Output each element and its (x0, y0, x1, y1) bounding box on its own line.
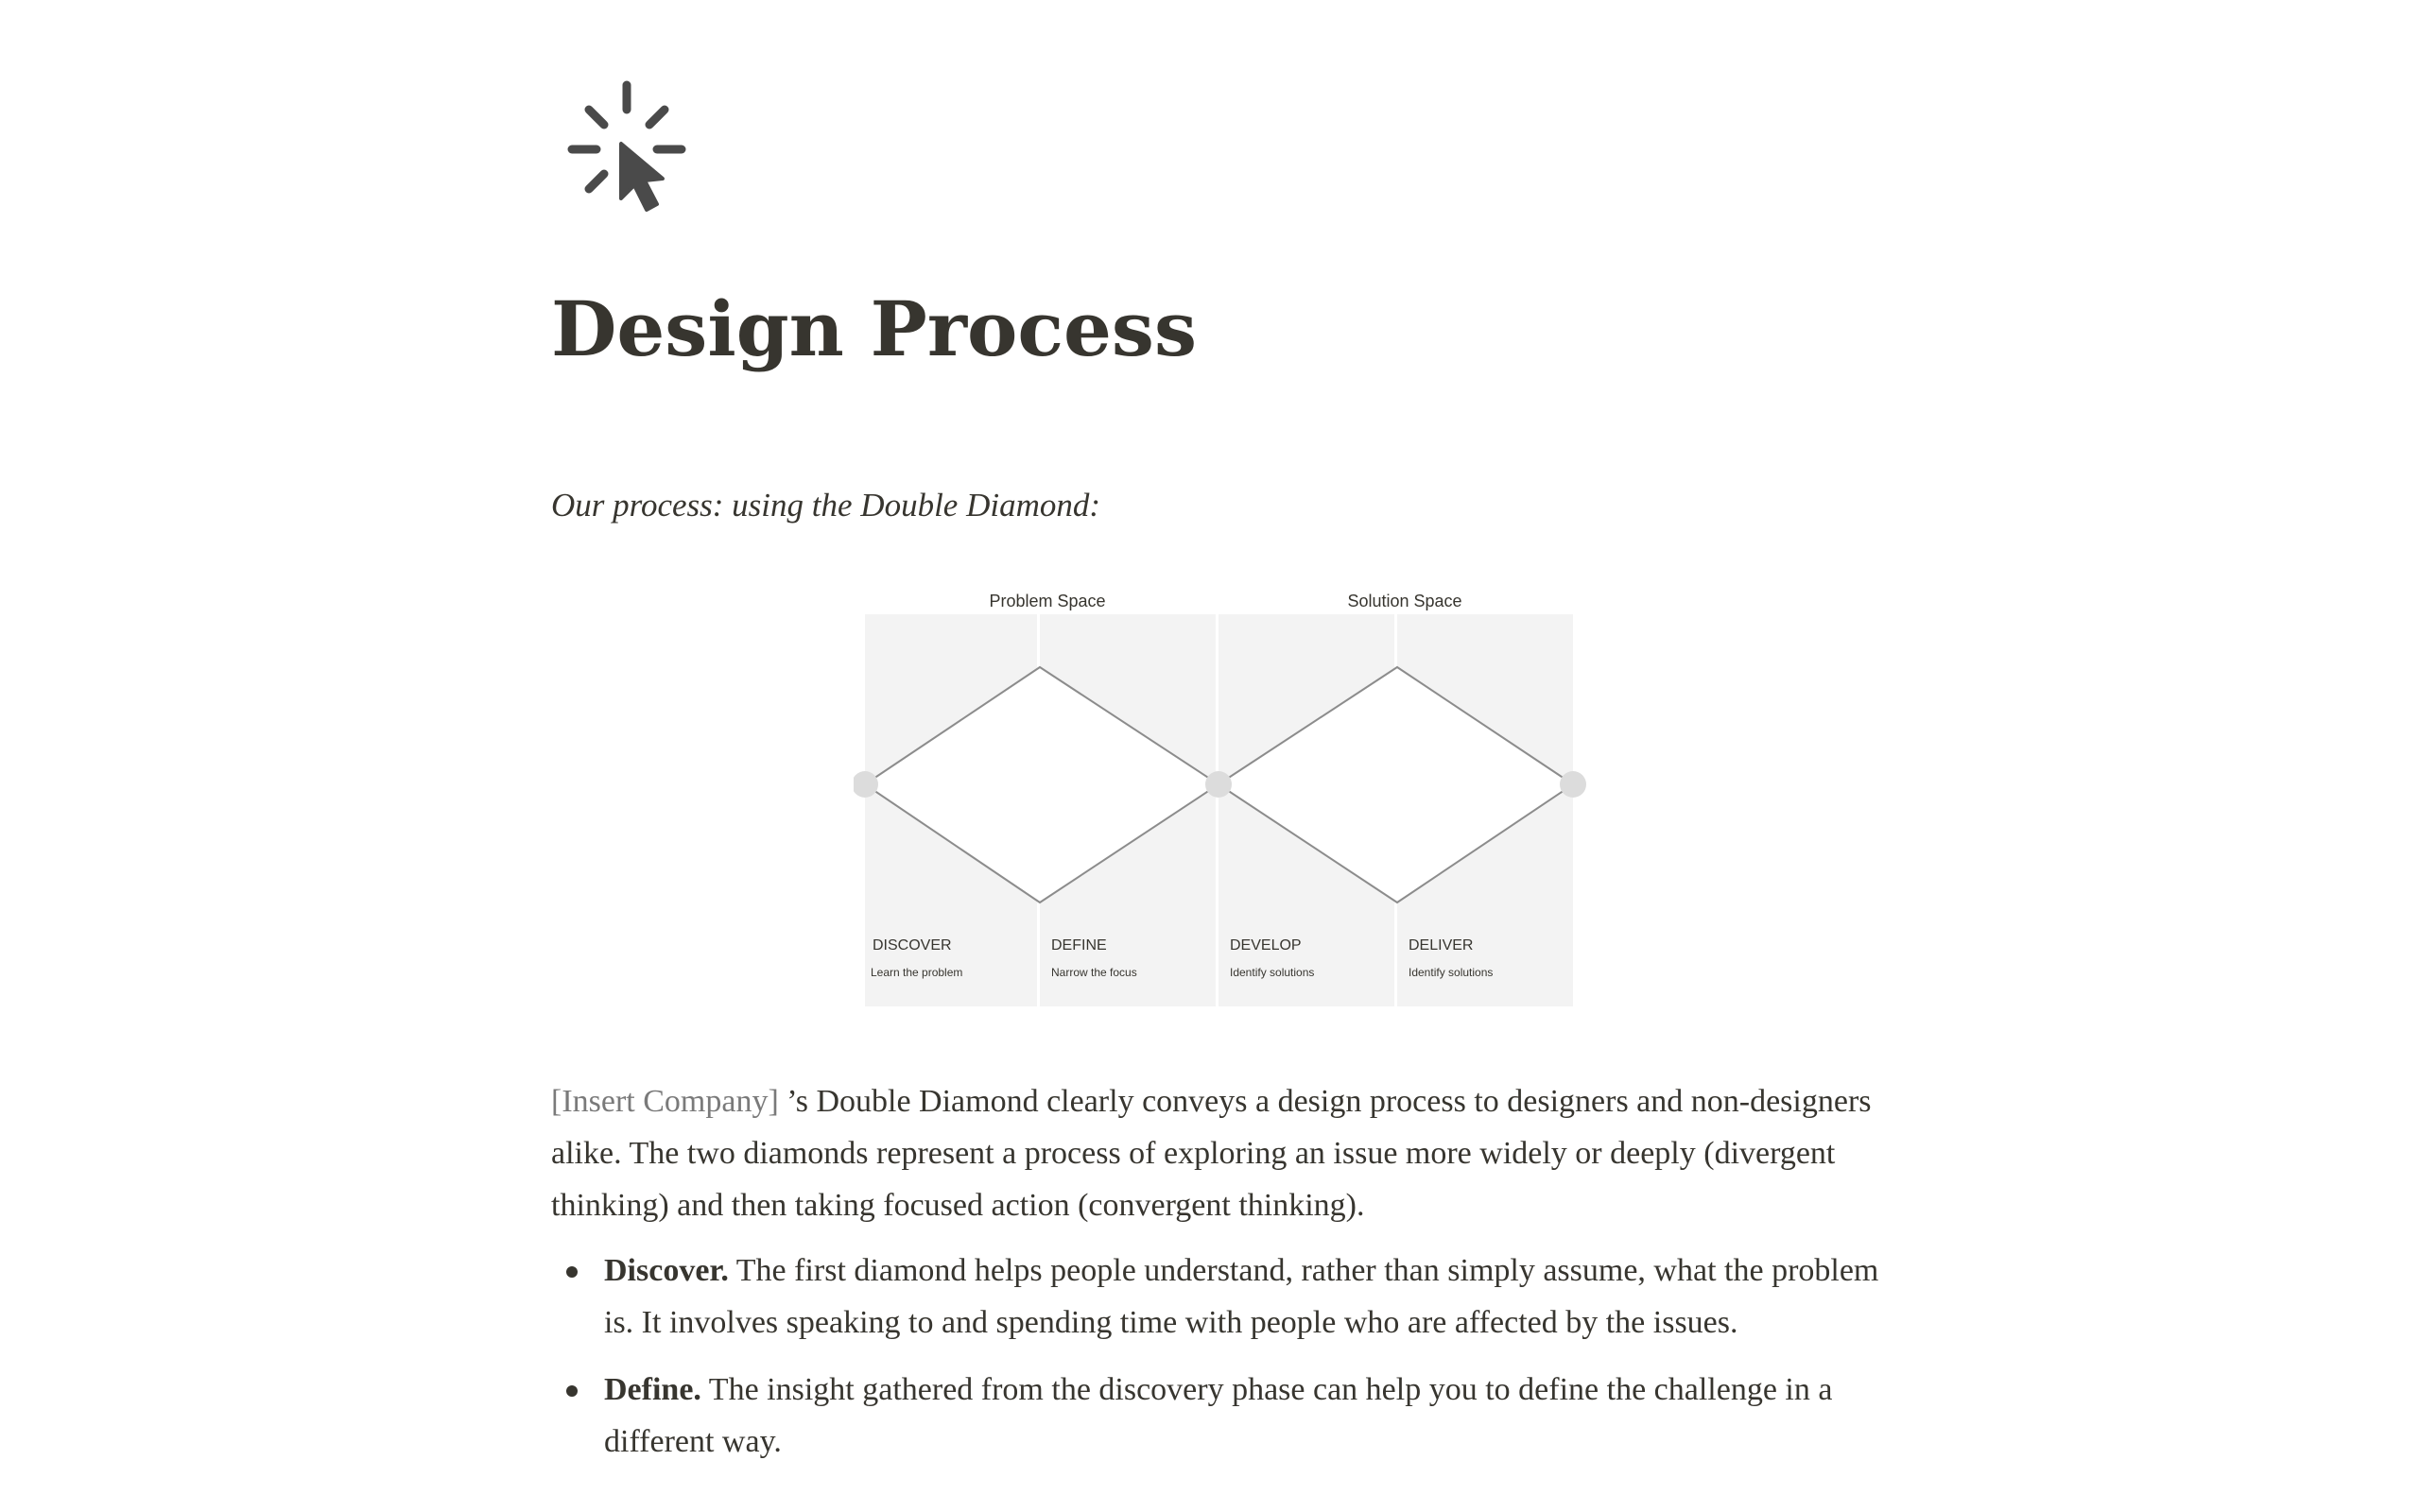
body-section (551, 1075, 1893, 1483)
solution-space-label: Solution Space (1347, 592, 1462, 610)
intro-text: Our process: using the Double Diamond: (551, 487, 1101, 524)
page-title[interactable]: Design Process (551, 284, 1198, 373)
phase-develop-desc: Identify solutions (1230, 966, 1315, 979)
company-placeholder[interactable]: [Insert Company] (551, 1084, 779, 1119)
list-item-define[interactable] (551, 1364, 1893, 1468)
list-item-discover[interactable] (551, 1245, 1893, 1349)
bullet-title: Define. (604, 1372, 701, 1407)
description-paragraph[interactable] (551, 1075, 1893, 1231)
cursor-click-icon[interactable] (551, 76, 702, 227)
phase-define-desc: Narrow the focus (1051, 966, 1137, 979)
bullet-text: The first diamond helps people understand, rather than simply assume, what the problem is. It involves speaking to and spending time with people who are affected by the issues. (604, 1253, 1879, 1340)
phase-deliver-desc: Identify solutions (1409, 966, 1494, 979)
description-text: ’s Double Diamond clearly conveys a design process to designers and non-designers alike. The two diamonds represent a process of exploring an issue more widely or deeply (divergent thinking) and then taking focused action (convergent thinking). (551, 1084, 1872, 1223)
phase-discover-name: DISCOVER (873, 937, 952, 954)
double-diamond-diagram (854, 580, 1591, 1011)
problem-space-label: Problem Space (989, 592, 1106, 610)
phase-discover-desc: Learn the problem (871, 966, 963, 979)
phase-define-name: DEFINE (1051, 937, 1107, 954)
bullet-text: The insight gathered from the discovery phase can help you to define the challenge in a different way. (604, 1372, 1833, 1459)
middle-node (1205, 771, 1232, 798)
end-node (1560, 771, 1586, 798)
phase-develop-name: DEVELOP (1230, 937, 1302, 954)
bullet-title: Discover. (604, 1253, 729, 1288)
phase-bullet-list (551, 1245, 1893, 1468)
phase-deliver-name: DELIVER (1409, 937, 1474, 954)
